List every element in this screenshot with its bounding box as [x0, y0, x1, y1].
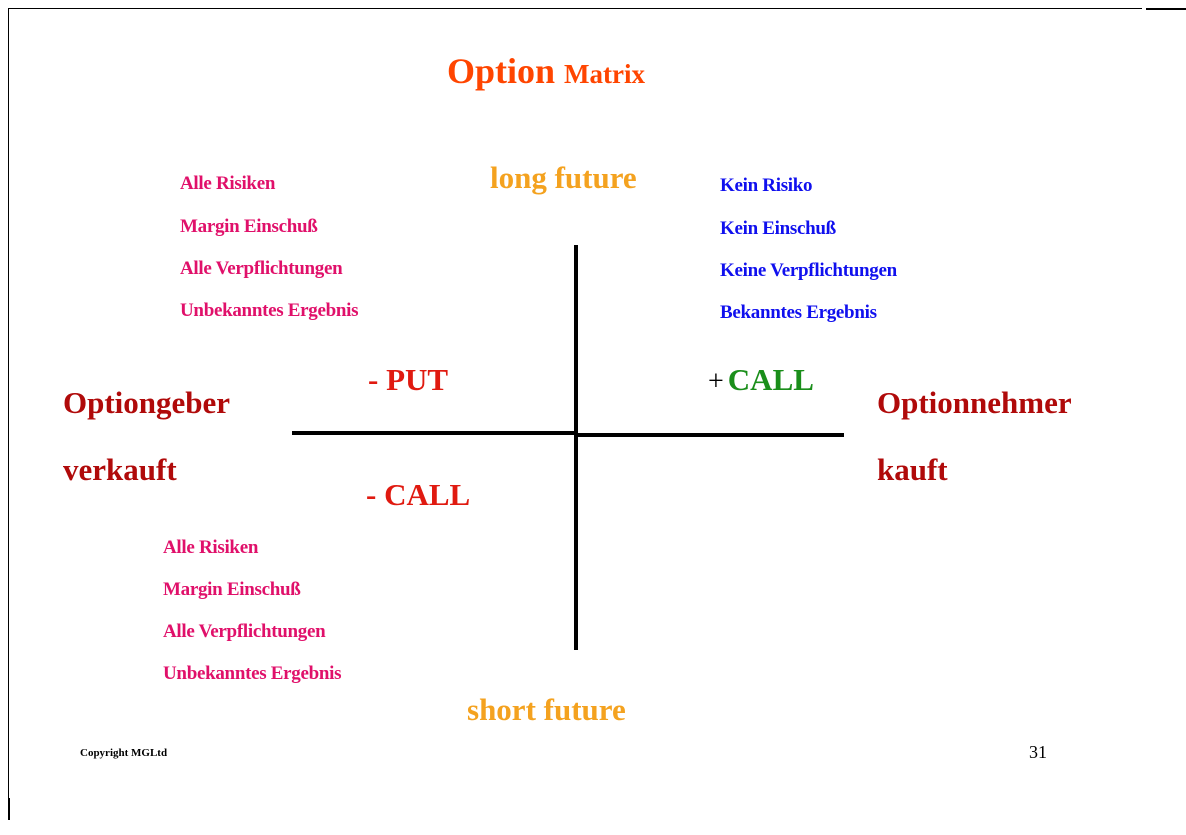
slide-title	[447, 50, 645, 92]
axis-label-short-future: short future	[467, 692, 626, 727]
call-label: CALL	[727, 362, 814, 397]
slide-border-top	[8, 8, 1142, 9]
slide-border-left	[8, 8, 9, 818]
quadrant-label-put: - PUT	[368, 362, 449, 397]
vertical-axis-line	[574, 245, 578, 650]
top-right-item-1: Kein Risiko	[720, 175, 813, 196]
bottom-left-item-4: Unbekanntes Ergebnis	[163, 663, 342, 684]
top-left-item-3: Alle Verpflichtungen	[180, 258, 343, 279]
top-left-item-4: Unbekanntes Ergebnis	[180, 300, 359, 321]
top-right-item-4: Bekanntes Ergebnis	[720, 302, 877, 323]
right-side-label-line1: Optionnehmer	[877, 385, 1072, 420]
left-side-label-line1: Optiongeber	[63, 385, 231, 420]
slide-border-left-mark	[8, 798, 10, 820]
right-side-label-line2: kauft	[877, 452, 948, 487]
axis-label-long-future: long future	[490, 160, 637, 195]
top-right-item-3: Keine Verpflichtungen	[720, 260, 897, 281]
quadrant-label-call-sell: - CALL	[366, 477, 471, 512]
quadrant-label-call-buy	[708, 362, 814, 398]
bottom-left-item-2: Margin Einschuß	[163, 579, 301, 600]
bottom-left-item-3: Alle Verpflichtungen	[163, 621, 326, 642]
left-side-label-line2: verkauft	[63, 452, 177, 487]
slide-border-right-mark	[1146, 8, 1186, 10]
top-left-item-1: Alle Risiken	[180, 173, 276, 194]
page-number: 31	[1029, 742, 1047, 762]
bottom-left-item-1: Alle Risiken	[163, 537, 259, 558]
title-word-matrix: Matrix	[564, 59, 646, 89]
top-left-item-2: Margin Einschuß	[180, 216, 318, 237]
horizontal-axis-line-right	[576, 433, 844, 437]
plus-sign: +	[708, 366, 724, 397]
copyright-notice: Copyright MGLtd	[80, 747, 168, 759]
title-word-option: Option	[447, 51, 556, 91]
top-right-item-2: Kein Einschuß	[720, 218, 836, 239]
horizontal-axis-line-left	[292, 431, 576, 435]
